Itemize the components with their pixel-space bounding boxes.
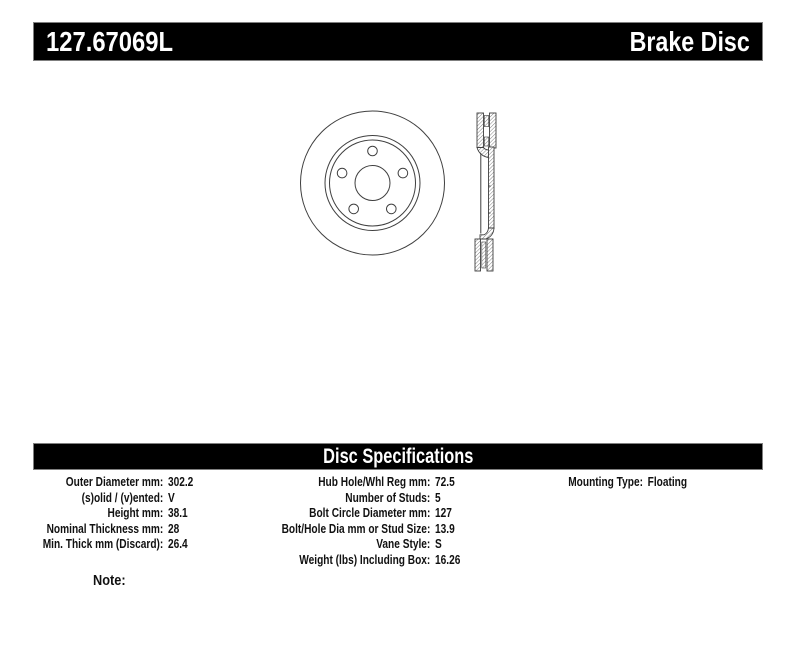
spec-row <box>240 536 460 552</box>
stud-hole <box>349 204 359 214</box>
spec-row <box>240 474 460 490</box>
spec-label: Height mm: <box>107 505 164 520</box>
spec-column-left <box>33 474 193 552</box>
spec-row <box>540 474 687 490</box>
spec-section-title: Disc Specifications <box>322 444 474 468</box>
spec-row <box>33 536 193 552</box>
spec-value: 26.4 <box>167 536 188 551</box>
spec-row <box>240 552 460 568</box>
spec-row <box>33 490 193 506</box>
spec-label: Outer Diameter mm: <box>65 474 164 489</box>
part-number: 127.67069L <box>46 25 174 57</box>
brake-disc-drawing <box>285 98 515 282</box>
spec-label: Min. Thick mm (Discard): <box>42 536 164 551</box>
brake-disc-cross-section <box>475 113 496 271</box>
note-label: Note: <box>93 572 126 589</box>
spec-label: Weight (lbs) Including Box: <box>299 551 431 567</box>
spec-row <box>33 474 193 490</box>
spec-value: 13.9 <box>435 520 455 536</box>
spec-section-bar <box>33 443 763 470</box>
spec-value: 38.1 <box>167 505 188 520</box>
spec-label: Nominal Thickness mm: <box>46 520 164 536</box>
spec-column-middle <box>240 474 460 567</box>
brake-disc-front-view <box>301 111 445 255</box>
header-bar <box>33 22 763 61</box>
spec-value: S <box>435 536 442 551</box>
spec-label: (s)olid / (v)ented: <box>81 489 164 505</box>
spec-row <box>240 490 460 506</box>
product-title: Brake Disc <box>629 25 750 57</box>
spec-value: 302.2 <box>167 474 194 489</box>
spec-row <box>33 505 193 521</box>
spec-label: Mounting Type: <box>568 474 643 489</box>
spec-row <box>240 521 460 537</box>
spec-label: Number of Studs: <box>345 489 431 505</box>
spec-value: 72.5 <box>435 474 455 489</box>
spec-label: Bolt/Hole Dia mm or Stud Size: <box>281 520 431 536</box>
spec-row <box>240 505 460 521</box>
stud-hole <box>387 204 397 214</box>
stud-hole <box>368 146 378 156</box>
spec-value: Floating <box>647 474 688 489</box>
spec-value: V <box>167 489 175 505</box>
spec-row <box>33 521 193 537</box>
stud-hole <box>398 168 408 178</box>
spec-column-right <box>540 474 687 490</box>
spec-value: 5 <box>435 489 441 505</box>
spec-value: 127 <box>435 505 452 520</box>
spec-label: Hub Hole/Whl Reg mm: <box>318 474 431 489</box>
spec-label: Vane Style: <box>376 536 431 551</box>
spec-value: 28 <box>167 520 180 536</box>
spec-value: 16.26 <box>435 551 461 567</box>
spec-label: Bolt Circle Diameter mm: <box>309 505 431 520</box>
stud-hole <box>337 168 347 178</box>
